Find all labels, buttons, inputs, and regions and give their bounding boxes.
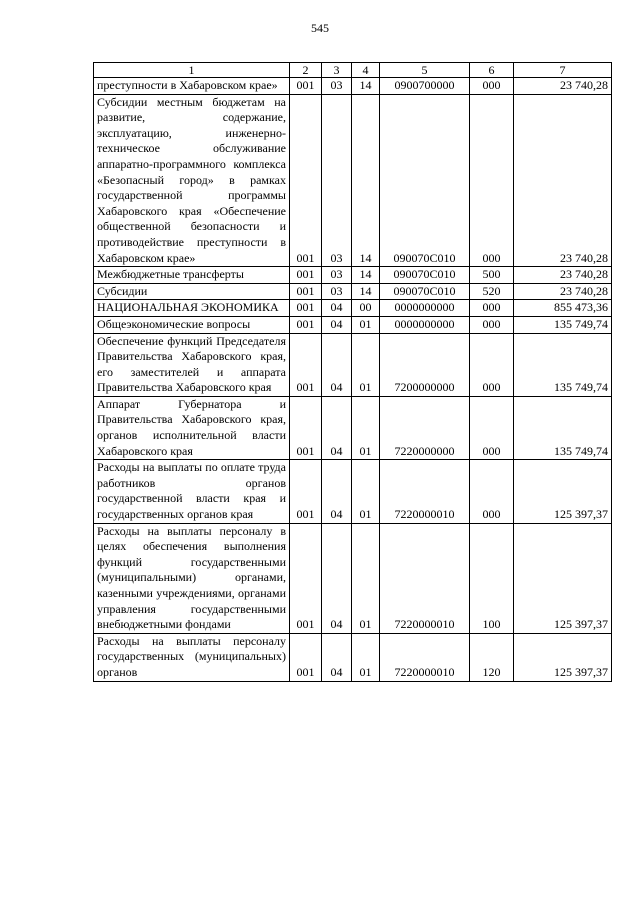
row-name: Субсидии местным бюджетам на развитие, содержание, эксплуатацию, инженерно-техническое обслуживание аппаратно-программного комплекса «Безопасный город» в рамках государственной программы Хабаровского края «Обеспечение общественной безопасности и противодействие преступности в Хабаровском крае»	[94, 94, 290, 267]
cell-rz: 04	[322, 633, 352, 681]
cell-rz: 03	[322, 283, 352, 300]
cell-sum: 135 749,74	[514, 396, 612, 459]
cell-gr: 001	[290, 316, 322, 333]
cell-pr: 14	[352, 78, 380, 95]
table-row	[94, 78, 612, 95]
row-name: Расходы на выплаты персоналу в целях обеспечения выполнения функций государственными (муниципальными) органами, казенными учреждениями, органами управления государственными внебюджетными фондами	[94, 523, 290, 633]
table-row	[94, 523, 612, 633]
cell-gr: 001	[290, 78, 322, 95]
cell-sum: 135 749,74	[514, 316, 612, 333]
cell-pr: 14	[352, 283, 380, 300]
cell-rz: 03	[322, 267, 352, 284]
page-number: 545	[311, 21, 329, 35]
row-name: преступности в Хабаровском крае»	[94, 78, 290, 95]
cell-csr: 090070С010	[380, 94, 470, 267]
cell-vr: 000	[470, 94, 514, 267]
table-row	[94, 460, 612, 523]
cell-rz: 04	[322, 460, 352, 523]
cell-rz: 03	[322, 94, 352, 267]
cell-vr: 000	[470, 316, 514, 333]
cell-sum: 125 397,37	[514, 523, 612, 633]
cell-sum: 125 397,37	[514, 460, 612, 523]
cell-rz: 04	[322, 316, 352, 333]
cell-pr: 01	[352, 523, 380, 633]
table-row	[94, 633, 612, 681]
cell-vr: 000	[470, 460, 514, 523]
column-header: 6	[470, 63, 514, 78]
row-name: Субсидии	[94, 283, 290, 300]
budget-table	[93, 62, 612, 682]
cell-vr: 120	[470, 633, 514, 681]
cell-pr: 14	[352, 267, 380, 284]
cell-pr: 01	[352, 316, 380, 333]
cell-pr: 01	[352, 333, 380, 396]
column-header: 3	[322, 63, 352, 78]
cell-gr: 001	[290, 633, 322, 681]
cell-rz: 03	[322, 78, 352, 95]
cell-rz: 04	[322, 523, 352, 633]
cell-gr: 001	[290, 333, 322, 396]
row-name: Межбюджетные трансферты	[94, 267, 290, 284]
cell-gr: 001	[290, 94, 322, 267]
column-header: 7	[514, 63, 612, 78]
cell-rz: 04	[322, 333, 352, 396]
row-name: Обеспечение функций Председателя Правительства Хабаровского края, его заместителей и аппарата Правительства Хабаровского края	[94, 333, 290, 396]
cell-pr: 01	[352, 396, 380, 459]
cell-vr: 000	[470, 396, 514, 459]
cell-csr: 0000000000	[380, 316, 470, 333]
cell-gr: 001	[290, 523, 322, 633]
cell-csr: 0000000000	[380, 300, 470, 317]
cell-csr: 7220000000	[380, 396, 470, 459]
cell-csr: 7220000010	[380, 460, 470, 523]
table-row	[94, 396, 612, 459]
cell-csr: 090070С010	[380, 267, 470, 284]
row-name: НАЦИОНАЛЬНАЯ ЭКОНОМИКА	[94, 300, 290, 317]
cell-gr: 001	[290, 460, 322, 523]
cell-vr: 500	[470, 267, 514, 284]
cell-gr: 001	[290, 300, 322, 317]
cell-sum: 23 740,28	[514, 267, 612, 284]
cell-sum: 855 473,36	[514, 300, 612, 317]
cell-sum: 23 740,28	[514, 78, 612, 95]
cell-vr: 520	[470, 283, 514, 300]
table-row	[94, 333, 612, 396]
cell-rz: 04	[322, 300, 352, 317]
table-row	[94, 94, 612, 267]
cell-csr: 090070С010	[380, 283, 470, 300]
cell-vr: 000	[470, 78, 514, 95]
cell-csr: 7200000000	[380, 333, 470, 396]
cell-csr: 7220000010	[380, 633, 470, 681]
cell-pr: 14	[352, 94, 380, 267]
table-row	[94, 267, 612, 284]
cell-gr: 001	[290, 267, 322, 284]
table-row	[94, 300, 612, 317]
cell-sum: 125 397,37	[514, 633, 612, 681]
cell-sum: 135 749,74	[514, 333, 612, 396]
column-header: 5	[380, 63, 470, 78]
cell-vr: 000	[470, 333, 514, 396]
row-name: Общеэкономические вопросы	[94, 316, 290, 333]
column-header: 4	[352, 63, 380, 78]
column-header: 1	[94, 63, 290, 78]
cell-pr: 01	[352, 633, 380, 681]
cell-vr: 100	[470, 523, 514, 633]
cell-pr: 00	[352, 300, 380, 317]
table-row	[94, 316, 612, 333]
cell-gr: 001	[290, 396, 322, 459]
cell-csr: 7220000010	[380, 523, 470, 633]
cell-vr: 000	[470, 300, 514, 317]
cell-pr: 01	[352, 460, 380, 523]
cell-gr: 001	[290, 283, 322, 300]
cell-csr: 0900700000	[380, 78, 470, 95]
header-row	[94, 63, 612, 78]
table-row	[94, 283, 612, 300]
row-name: Аппарат Губернатора и Правительства Хабаровского края, органов исполнительной власти Хабаровского края	[94, 396, 290, 459]
cell-sum: 23 740,28	[514, 283, 612, 300]
row-name: Расходы на выплаты по оплате труда работников органов государственной власти края и государственных органов края	[94, 460, 290, 523]
row-name: Расходы на выплаты персоналу государственных (муниципальных) органов	[94, 633, 290, 681]
column-header: 2	[290, 63, 322, 78]
cell-sum: 23 740,28	[514, 94, 612, 267]
cell-rz: 04	[322, 396, 352, 459]
